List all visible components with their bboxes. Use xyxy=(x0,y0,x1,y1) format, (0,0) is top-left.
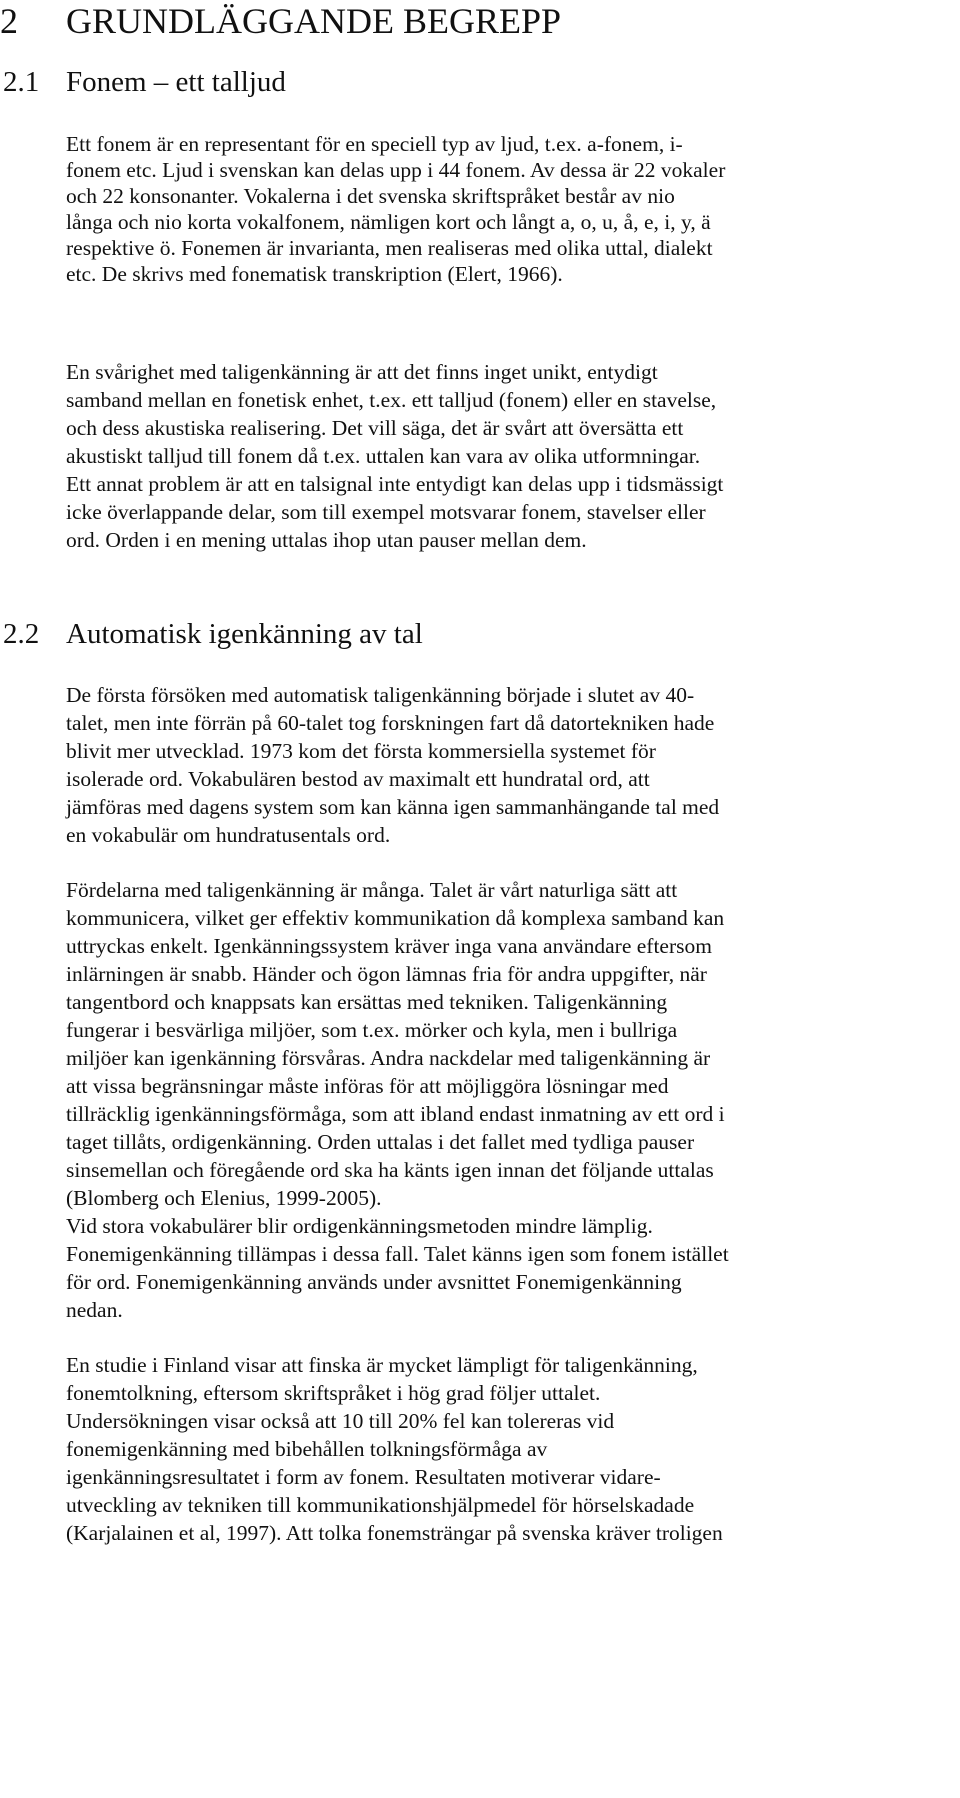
text-line: sinsemellan och föregående ord ska ha känts igen innan det följande uttalas xyxy=(66,1158,714,1182)
text-line: inlärningen är snabb. Händer och ögon lämnas fria för andra uppgifter, när xyxy=(66,962,707,986)
text-line: samband mellan en fonetisk enhet, t.ex. ett talljud (fonem) eller en stavelse, xyxy=(66,388,717,412)
text-line: taget tillåts, ordigenkänning. Orden uttalas i det fallet med tydliga pauser xyxy=(66,1130,695,1154)
text-line: fonemigenkänning med bibehållen tolkningsförmåga av xyxy=(66,1437,548,1461)
text-line: (Blomberg och Elenius, 1999-2005). xyxy=(66,1186,382,1210)
section-number: 2.1 xyxy=(3,66,40,98)
text-line: och 22 konsonanter. Vokalerna i det svenska skriftspråket består av nio xyxy=(66,184,675,208)
text-line: kommunicera, vilket ger effektiv kommunikation då komplexa samband kan xyxy=(66,906,725,930)
text-line: miljöer kan igenkänning försvåras. Andra nackdelar med taligenkänning är xyxy=(66,1046,711,1070)
text-line: etc. De skrivs med fonematisk transkription (Elert, 1966). xyxy=(66,262,563,286)
text-line: Undersökningen visar också att 10 till 20% fel kan tolereras vid xyxy=(66,1409,615,1433)
text-line: (Karjalainen et al, 1997). Att tolka fonemsträngar på svenska kräver troligen xyxy=(66,1521,723,1545)
text-line: fonem etc. Ljud i svenskan kan delas upp i 44 fonem. Av dessa är 22 vokaler xyxy=(66,158,726,182)
section-heading-2-1 xyxy=(3,65,286,99)
text-line: tillräcklig igenkänningsförmåga, som att ibland endast inmatning av ett ord i xyxy=(66,1102,725,1126)
text-line: icke överlappande delar, som till exempel motsvarar fonem, stavelser eller xyxy=(66,500,706,524)
chapter-title: GRUNDLÄGGANDE BEGREPP xyxy=(66,1,562,41)
chapter-number: 2 xyxy=(0,1,18,41)
text-line: för ord. Fonemigenkänning används under avsnittet Fonemigenkänning xyxy=(66,1270,682,1294)
text-line: En svårighet med taligenkänning är att det finns inget unikt, entydigt xyxy=(66,360,658,384)
text-line: nedan. xyxy=(66,1298,123,1322)
text-line: respektive ö. Fonemen är invarianta, men realiseras med olika uttal, dialekt xyxy=(66,236,713,260)
text-line: isolerade ord. Vokabulären bestod av maximalt ett hundratal ord, att xyxy=(66,767,650,791)
text-line: och dess akustiska realisering. Det vill säga, det är svårt att översätta ett xyxy=(66,416,684,440)
section-title: Fonem – ett talljud xyxy=(66,66,286,98)
text-line: Vid stora vokabulärer blir ordigenkänningsmetoden mindre lämplig. xyxy=(66,1214,653,1238)
text-line: igenkänningsresultatet i form av fonem. Resultaten motiverar vidare- xyxy=(66,1465,661,1489)
text-line: uttryckas enkelt. Igenkänningssystem kräver inga vana användare eftersom xyxy=(66,934,712,958)
text-line: långa och nio korta vokalfonem, nämligen kort och långt a, o, u, å, e, i, y, ä xyxy=(66,210,711,234)
section-heading-2-2 xyxy=(3,617,423,651)
text-line: ord. Orden i en mening uttalas ihop utan pauser mellan dem. xyxy=(66,528,587,552)
text-line: Ett fonem är en representant för en speciell typ av ljud, t.ex. a-fonem, i- xyxy=(66,132,683,156)
section-number: 2.2 xyxy=(3,618,40,650)
text-line: fungerar i besvärliga miljöer, som t.ex. mörker och kyla, men i bullriga xyxy=(66,1018,678,1042)
text-line: tangentbord och knappsats kan ersättas med tekniken. Taligenkänning xyxy=(66,990,668,1014)
text-line: En studie i Finland visar att finska är mycket lämpligt för taligenkänning, xyxy=(66,1353,698,1377)
text-line: jämföras med dagens system som kan känna igen sammanhängande tal med xyxy=(66,795,720,819)
text-line: blivit mer utvecklad. 1973 kom det första kommersiella systemet för xyxy=(66,739,656,763)
text-line: talet, men inte förrän på 60-talet tog forskningen fart då datortekniken hade xyxy=(66,711,715,735)
text-line: De första försöken med automatisk taligenkänning började i slutet av 40- xyxy=(66,683,695,707)
section-title: Automatisk igenkänning av tal xyxy=(66,618,423,650)
chapter-heading xyxy=(0,0,561,42)
text-line: Ett annat problem är att en talsignal inte entydigt kan delas upp i tidsmässigt xyxy=(66,472,724,496)
text-line: fonemtolkning, eftersom skriftspråket i hög grad följer uttalet. xyxy=(66,1381,601,1405)
text-line: Fonemigenkänning tillämpas i dessa fall. Talet känns igen som fonem istället xyxy=(66,1242,729,1266)
text-line: utveckling av tekniken till kommunikationshjälpmedel för hörselskadade xyxy=(66,1493,695,1517)
text-line: en vokabulär om hundratusentals ord. xyxy=(66,823,391,847)
text-line: akustiskt talljud till fonem då t.ex. uttalen kan vara av olika utformningar. xyxy=(66,444,701,468)
text-line: Fördelarna med taligenkänning är många. Talet är vårt naturliga sätt att xyxy=(66,878,678,902)
text-line: att vissa begränsningar måste införas för att möjliggöra lösningar med xyxy=(66,1074,669,1098)
